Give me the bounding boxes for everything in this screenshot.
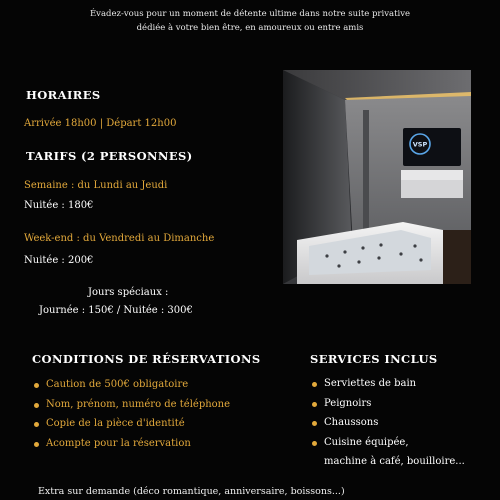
list-item: Copie de la pièce d'identité — [31, 418, 230, 438]
bullet-icon — [312, 421, 317, 426]
list-item: Peignoirs — [309, 398, 465, 418]
weekend-label: Week-end : du Vendredi au Dimanche — [24, 233, 215, 244]
conditions-title: CONDITIONS DE RÉSERVATIONS — [32, 352, 261, 366]
services-list — [309, 378, 465, 476]
semaine-price: Nuitée : 180€ — [24, 200, 94, 211]
list-item: Cuisine équipée, — [309, 437, 465, 457]
services-title: SERVICES INCLUS — [310, 352, 438, 366]
bullet-icon — [312, 382, 317, 387]
list-item: Acompte pour la réservation — [31, 438, 230, 458]
intro-line-2: dédiée à votre bien être, en amoureux ou entre amis — [136, 23, 364, 33]
list-item: Nom, prénom, numéro de téléphone — [31, 399, 230, 419]
extra-note: Extra sur demande (déco romantique, anniversaire, boissons...) — [38, 486, 345, 497]
bullet-icon — [34, 383, 39, 388]
horaires-text: Arrivée 18h00 | Départ 12h00 — [24, 118, 177, 129]
list-item: Caution de 500€ obligatoire — [31, 379, 230, 399]
speciaux-label: Jours spéciaux : — [88, 287, 169, 298]
list-item: Chaussons — [309, 417, 465, 437]
list-item: Serviettes de bain — [309, 378, 465, 398]
speciaux-price: Journée : 150€ / Nuitée : 300€ — [39, 305, 193, 316]
semaine-label: Semaine : du Lundi au Jeudi — [24, 180, 168, 191]
bullet-icon — [34, 403, 39, 408]
horaires-title: HORAIRES — [26, 88, 101, 102]
tv-logo: VSP — [412, 140, 428, 149]
tv-screen — [403, 128, 461, 166]
list-item-continuation: machine à café, bouilloire... — [324, 456, 465, 467]
bullet-icon — [34, 442, 39, 447]
bullet-icon — [312, 441, 317, 446]
intro-text — [0, 7, 500, 35]
intro-line-1: Évadez-vous pour un moment de détente ultime dans notre suite privative — [89, 9, 411, 19]
bullet-icon — [312, 402, 317, 407]
suite-photo — [283, 70, 471, 284]
weekend-price: Nuitée : 200€ — [24, 255, 94, 266]
tarifs-title: TARIFS (2 PERSONNES) — [26, 149, 193, 163]
bullet-icon — [34, 422, 39, 427]
conditions-list — [31, 379, 230, 457]
